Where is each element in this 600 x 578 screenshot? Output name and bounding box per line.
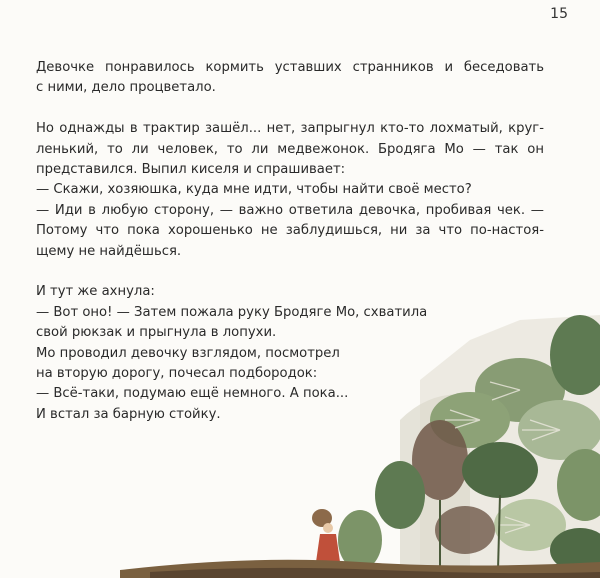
text-line: щему не найдёшься. xyxy=(36,243,182,259)
paragraph-2 xyxy=(36,119,544,262)
text-line: ленький, то ли человек, то ли медвежонок. Бродяга Мо — так он xyxy=(36,141,544,157)
forest-illustration xyxy=(0,300,600,578)
text-line: И встал за барную стойку. xyxy=(36,406,221,422)
text-line: — Скажи, хозяюшка, куда мне идти, чтобы найти своё место? xyxy=(36,182,472,198)
text-line: с ними, дело процветало. xyxy=(36,80,216,96)
text-line: представился. Выпил киселя и спрашивает: xyxy=(36,162,346,178)
text-line: — Иди в любую сторону, — важно ответила девочка, пробивая чек. — xyxy=(36,202,544,218)
text-line: Потому что пока хорошенько не заблудишься, ни за что по-настоя- xyxy=(36,223,544,239)
leaf xyxy=(462,442,538,498)
paragraph-1 xyxy=(36,58,544,99)
text-line: — Всё-таки, подумаю ещё немного. А пока... xyxy=(36,386,349,402)
text-line: Мо проводил девочку взглядом, посмотрел xyxy=(36,345,340,361)
text-line: — Вот оно! — Затем пожала руку Бродяге Мо, схватила xyxy=(36,304,428,320)
text-line: на вторую дорогу, почесал подбородок: xyxy=(36,366,318,382)
leaf xyxy=(338,510,382,570)
page-number: 15 xyxy=(550,6,568,22)
leaf xyxy=(435,506,495,554)
text-line: Но однажды в трактир зашёл... нет, запрыгнул кто-то лохматый, круг- xyxy=(36,121,544,137)
text-line: свой рюкзак и прыгнула в лопухи. xyxy=(36,325,277,341)
leaf xyxy=(375,461,425,529)
text-line: И тут же ахнула: xyxy=(36,284,155,300)
text-line: Девочке понравилось кормить уставших странников и беседовать xyxy=(36,60,544,75)
